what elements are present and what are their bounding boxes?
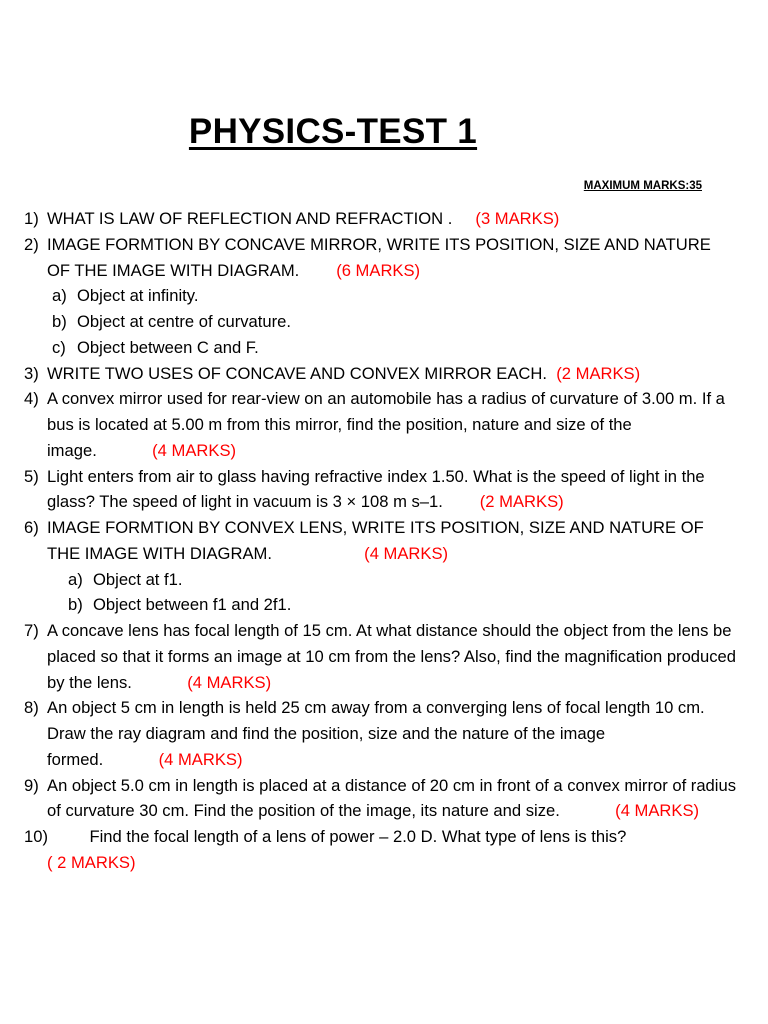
question-number: 1) [24,209,39,228]
question-text: An object 5.0 cm in length is placed at a distance of 20 cm in front of a convex mirror of radius of curvature 30 cm. Find the position of the image, its nature and size. [47,775,736,821]
question-9 [24,773,736,825]
question-number: 8) [24,698,39,718]
question-number: 9) [24,775,39,795]
question-text: IMAGE FORMTION BY CONCAVE MIRROR, WRITE ITS POSITION, SIZE AND NATURE OF THE IMAGE WITH DIAGRAM. [47,234,711,280]
question-text: An object 5 cm in length is held 25 cm away from a converging lens of focal length 10 cm. Draw the ray diagram and find the position, size and the nature of the image formed. [47,698,705,769]
question-8 [24,695,736,772]
sub-question [24,309,736,335]
question-5 [24,464,736,516]
question-3 [24,361,736,387]
sub-question [24,592,736,618]
question-marks: (3 MARKS) [475,209,560,228]
question-marks: (4 MARKS) [615,801,700,821]
question-text: WRITE TWO USES OF CONCAVE AND CONVEX MIRROR EACH. [47,363,548,383]
question-text: Light enters from air to glass having refractive index 1.50. What is the speed of light in the glass? The speed of light in vacuum is 3 × 108 m s–1. [47,466,705,512]
sub-question-label: a) [52,286,67,306]
question-number: 10) [24,827,48,846]
question-marks: (6 MARKS) [336,260,421,280]
sub-question-text: Object between f1 and 2f1. [93,595,292,615]
question-text: WHAT IS LAW OF REFLECTION AND REFRACTION . [47,209,453,228]
question-marks: ( 2 MARKS) [47,852,136,872]
question-text: A concave lens has focal length of 15 cm. At what distance should the object from the lens be placed so that it forms an image at 10 cm from the lens? Also, find the magnification produced by the lens. [47,621,737,692]
question-number: 7) [24,621,39,640]
sub-question [24,335,736,361]
sub-question [24,283,736,309]
question-marks: (4 MARKS) [152,440,237,460]
question-4 [24,386,736,463]
question-1 [24,206,736,232]
question-2 [24,232,736,284]
question-text: Find the focal length of a lens of power – 2.0 D. What type of lens is this? [89,827,627,846]
question-text: IMAGE FORMTION BY CONVEX LENS, WRITE ITS POSITION, SIZE AND NATURE OF THE IMAGE WITH DIAGRAM. [47,518,704,563]
sub-question-label: b) [52,312,67,331]
sub-question-text: Object at centre of curvature. [77,312,291,331]
question-7 [24,618,736,695]
question-marks: (2 MARKS) [556,363,641,383]
question-marks: (4 MARKS) [187,672,272,692]
maximum-marks: MAXIMUM MARKS:35 [583,180,702,192]
question-10 [24,824,736,876]
sub-question-text: Object at infinity. [77,286,199,306]
question-marks: (4 MARKS) [364,543,449,563]
question-number: 2) [24,234,39,254]
question-marks: (4 MARKS) [158,749,243,769]
sub-question-label: a) [68,569,83,589]
question-text: A convex mirror used for rear-view on an automobile has a radius of curvature of 3.00 m. If a bus is located at 5.00 m from this mirror, find the position, nature and size of the image. [47,389,725,460]
sub-question-label: c) [52,337,66,357]
question-number: 6) [24,518,39,537]
page-title: PHYSICS-TEST 1 [188,112,478,151]
question-number: 5) [24,466,39,486]
question-number: 3) [24,363,39,383]
sub-question-label: b) [68,595,83,615]
question-6 [24,515,736,567]
question-number: 4) [24,389,39,409]
question-marks: (2 MARKS) [479,492,564,512]
sub-question-text: Object between C and F. [77,337,259,357]
sub-question-text: Object at f1. [93,569,183,589]
question-list [24,206,736,876]
sub-question [24,567,736,593]
